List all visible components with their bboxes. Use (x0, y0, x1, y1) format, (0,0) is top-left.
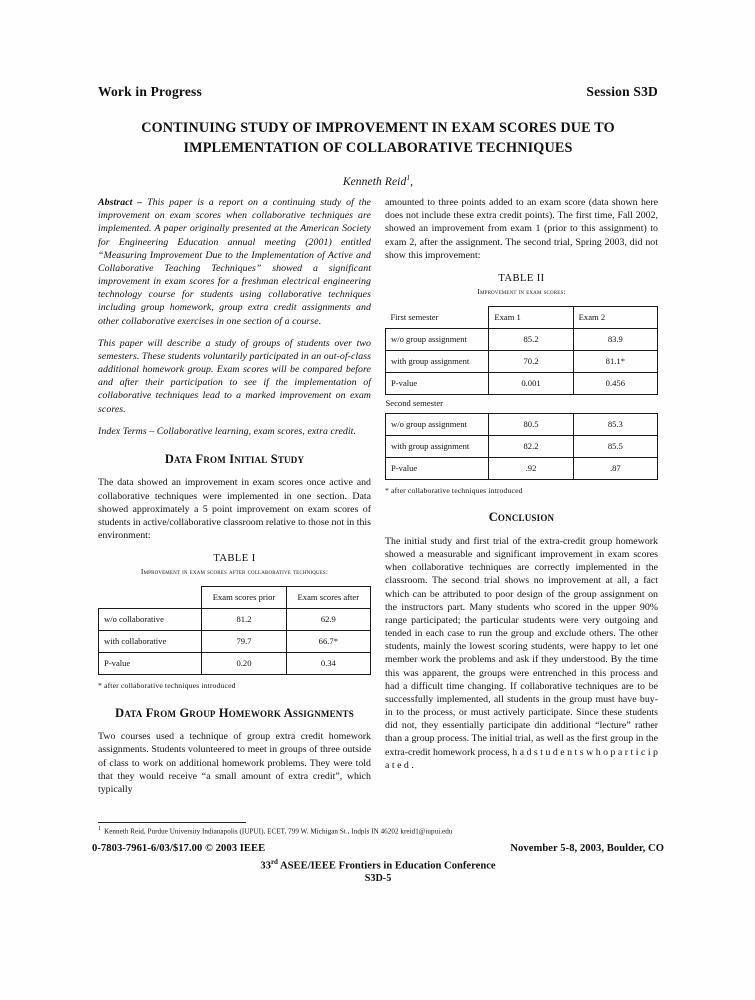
table-1-r2-c2: 0.34 (286, 653, 370, 675)
table-2-s1-c1: 82.2 (489, 436, 573, 458)
heading-data-from-initial-study: Data From Initial Study (164, 451, 305, 466)
table-row (386, 351, 658, 373)
abstract-paragraph-2: This paper will describe a study of groups of students over two semesters. These students voluntarily participated in an out-of-class additional homework group. Exam scores will be compared before and after their participation to see if the implementation of collaborative techniques lead to a marked improvement on exam scores. (98, 337, 371, 415)
footer-conference (92, 858, 664, 872)
footer-conference-name: ASEE/IEEE Frontiers in Education Conference (277, 860, 496, 872)
table-1-header-2: Exam scores after (286, 587, 370, 609)
table-2-header-1: Exam 1 (489, 307, 573, 329)
table-row (386, 436, 658, 458)
table-1-r1-c1: 79.7 (202, 631, 286, 653)
table-2-header-0: First semester (390, 311, 439, 322)
table-row-header (99, 587, 371, 609)
table-2-s1-c0: with group assignment (386, 436, 489, 458)
footnote-text: Kenneth Reid, Purdue University Indianapolis (IUPUI), ECET, 799 W. Michigan St., Indpls IN 46202 kreid1@iupui.edu (104, 827, 453, 836)
title-line-2: IMPLEMENTATION OF COLLABORATIVE TECHNIQUES (183, 140, 573, 157)
footer-conference-ordinal: 33 (260, 860, 271, 872)
running-head-right: Session S3D (586, 84, 658, 99)
heading-conclusion: Conclusion (488, 510, 555, 525)
table-1-r2-c0: P-value (99, 653, 202, 675)
table-1-r1-c2: 66.7* (286, 631, 370, 653)
conclusion-body: The initial study and first trial of the extra-credit group homework showed a measurable and significant improvement in exam scores when collaborative techniques are correctly implemented in the classroom. The second trial shows no improvement at all, a fact which can be attributed to poor design of the group assignment on the instructors part. Many students who scored in the upper 90% range participated; the particular students were very outgoing and tended in each case to run the group and exclude others. The other students, mainly the lowest scoring students, were happy to let one member work the problems and ask if they understood. By the time this was apparent, the groups were entrenched in this process and had a difficult time changing. If collaborative techniques are to be successfully implemented, all students in the group must have buy-in to the process, or must actively participate. Since these students did not, they essentially participate din additional “lecture” rather than a group process. The initial trial, as well as the first group in the extra-credit homework process, h a d s t u d e n t s w h o p a r t i c i p a t e d . (385, 535, 658, 771)
table-2-s2-c0: P-value (386, 458, 489, 480)
table-2-f2-c0: P-value (386, 373, 489, 395)
table-row-header (386, 307, 658, 329)
table-1-note: * after collaborative techniques introduced (98, 681, 236, 691)
table-1-r1-c0: with collaborative (99, 631, 202, 653)
table-1-r0-c2: 62.9 (286, 609, 370, 631)
table-row (99, 631, 371, 653)
title-block (88, 118, 668, 188)
table-row (386, 458, 658, 480)
footer-isbn: 0-7803-7961-6/03/$17.00 © 2003 IEEE (92, 843, 266, 854)
table-2-section-label-row (386, 395, 658, 414)
footer-row (92, 843, 664, 854)
table-2-f0-c1: 85.2 (489, 329, 573, 351)
right-column-continuation: amounted to three points added to an exam score (data shown here does not include these extra credit points). The first time, Fall 2002, showed an improvement from exam 1 (prior to this assignment) to exam 2, after the assignment. The second trial, Spring 2003, did not show this improvement: (385, 197, 658, 261)
page-title (88, 118, 668, 158)
table-1 (98, 586, 371, 675)
table-2-wrapper (385, 272, 658, 497)
column-left (98, 196, 371, 796)
table-1-header-1: Exam scores prior (202, 587, 286, 609)
table-2-f1-c2: 81.1* (573, 351, 657, 373)
table-2-f0-c2: 83.9 (573, 329, 657, 351)
table-2-caption: Improvement in exam scores: (477, 286, 566, 296)
group-homework-body: Two courses used a technique of group extra credit homework assignments. Students volunteered to meet in groups of three outside of class to work on additional homework problems. They were told that they would receive “a small amount of extra credit”, which typically (98, 731, 371, 795)
author-name: Kenneth Reid (342, 176, 407, 189)
index-terms: Index Terms – Collaborative learning, exam scores, extra credit. (98, 425, 356, 437)
author-footnote-marker: 1 (406, 173, 411, 183)
abstract-label: Abstract – (98, 197, 148, 208)
table-1-caption: Improvement in exam scores after collaborative techniques: (140, 567, 329, 577)
running-head-left: Work in Progress (98, 84, 202, 99)
footer-conference-ordinal-suffix: rd (270, 858, 278, 866)
table-2-f2-c2: 0.456 (573, 373, 657, 395)
table-2-f2-c1: 0.001 (489, 373, 573, 395)
table-row (99, 609, 371, 631)
table-2-f1-c0: with group assignment (386, 351, 489, 373)
table-1-r0-c1: 81.2 (202, 609, 286, 631)
footer-date-location: November 5-8, 2003, Boulder, CO (510, 843, 664, 854)
author-trailing: , (410, 176, 414, 189)
table-2-header-2: Exam 2 (573, 307, 657, 329)
column-right (385, 196, 658, 772)
title-line-1: CONTINUING STUDY OF IMPROVEMENT IN EXAM SCORES DUE TO (141, 120, 615, 136)
table-2-f0-c0: w/o group assignment (386, 329, 489, 351)
heading-data-from-group-homework: Data From Group Homework Assignments (115, 705, 354, 720)
table-1-wrapper (98, 552, 371, 692)
author-line (88, 173, 668, 188)
table-1-number: TABLE I (213, 553, 256, 565)
table-2-number: TABLE II (498, 272, 545, 284)
abstract-paragraph-1 (98, 196, 371, 328)
footer-page-number: S3D-5 (364, 873, 392, 884)
table-row (99, 653, 371, 675)
table-1-r2-c1: 0.20 (202, 653, 286, 675)
table-1-header-0 (99, 587, 202, 609)
table-row (386, 414, 658, 436)
table-2-s0-c2: 85.3 (573, 414, 657, 436)
running-head (98, 84, 658, 100)
initial-study-body: The data showed an improvement in exam scores once active and collaborative techniques were implemented in one section. Data showed approximately a 5 point improvement on exam scores of students in active/collaborative classroom relative to those not in this environment: (98, 477, 371, 542)
table-2-s0-c1: 80.5 (489, 414, 573, 436)
table-2-s2-c1: .92 (489, 458, 573, 480)
table-2-s2-c2: .87 (573, 458, 657, 480)
table-row (386, 329, 658, 351)
author-footnote (98, 826, 658, 837)
table-2-note: * after collaborative techniques introduced (385, 486, 523, 496)
table-2-f1-c1: 70.2 (489, 351, 573, 373)
table-2-s0-c0: w/o group assignment (386, 414, 489, 436)
footnote-rule (98, 822, 246, 823)
footnote-marker: 1 (98, 826, 102, 832)
table-2-second-semester-label: Second semester (385, 398, 444, 409)
table-2-s1-c2: 85.5 (573, 436, 657, 458)
table-1-r0-c0: w/o collaborative (99, 609, 202, 631)
table-2 (385, 306, 658, 480)
abstract-body-1: This paper is a report on a continuing study of the improvement on exam scores when collaborative techniques are implemented. A paper originally presented at the American Society for Engineering Education annual meeting (2001) entitled “Measuring Improvement Due to the Implementation of Active and Collaborative Teaching Techniques” showed a significant improvement in exam scores for a freshman electrical engineering technology course for students using collaborative techniques including group homework, group extra credit assignments and other collaborative exercises in one section of a course. (98, 197, 371, 327)
table-row (386, 373, 658, 395)
